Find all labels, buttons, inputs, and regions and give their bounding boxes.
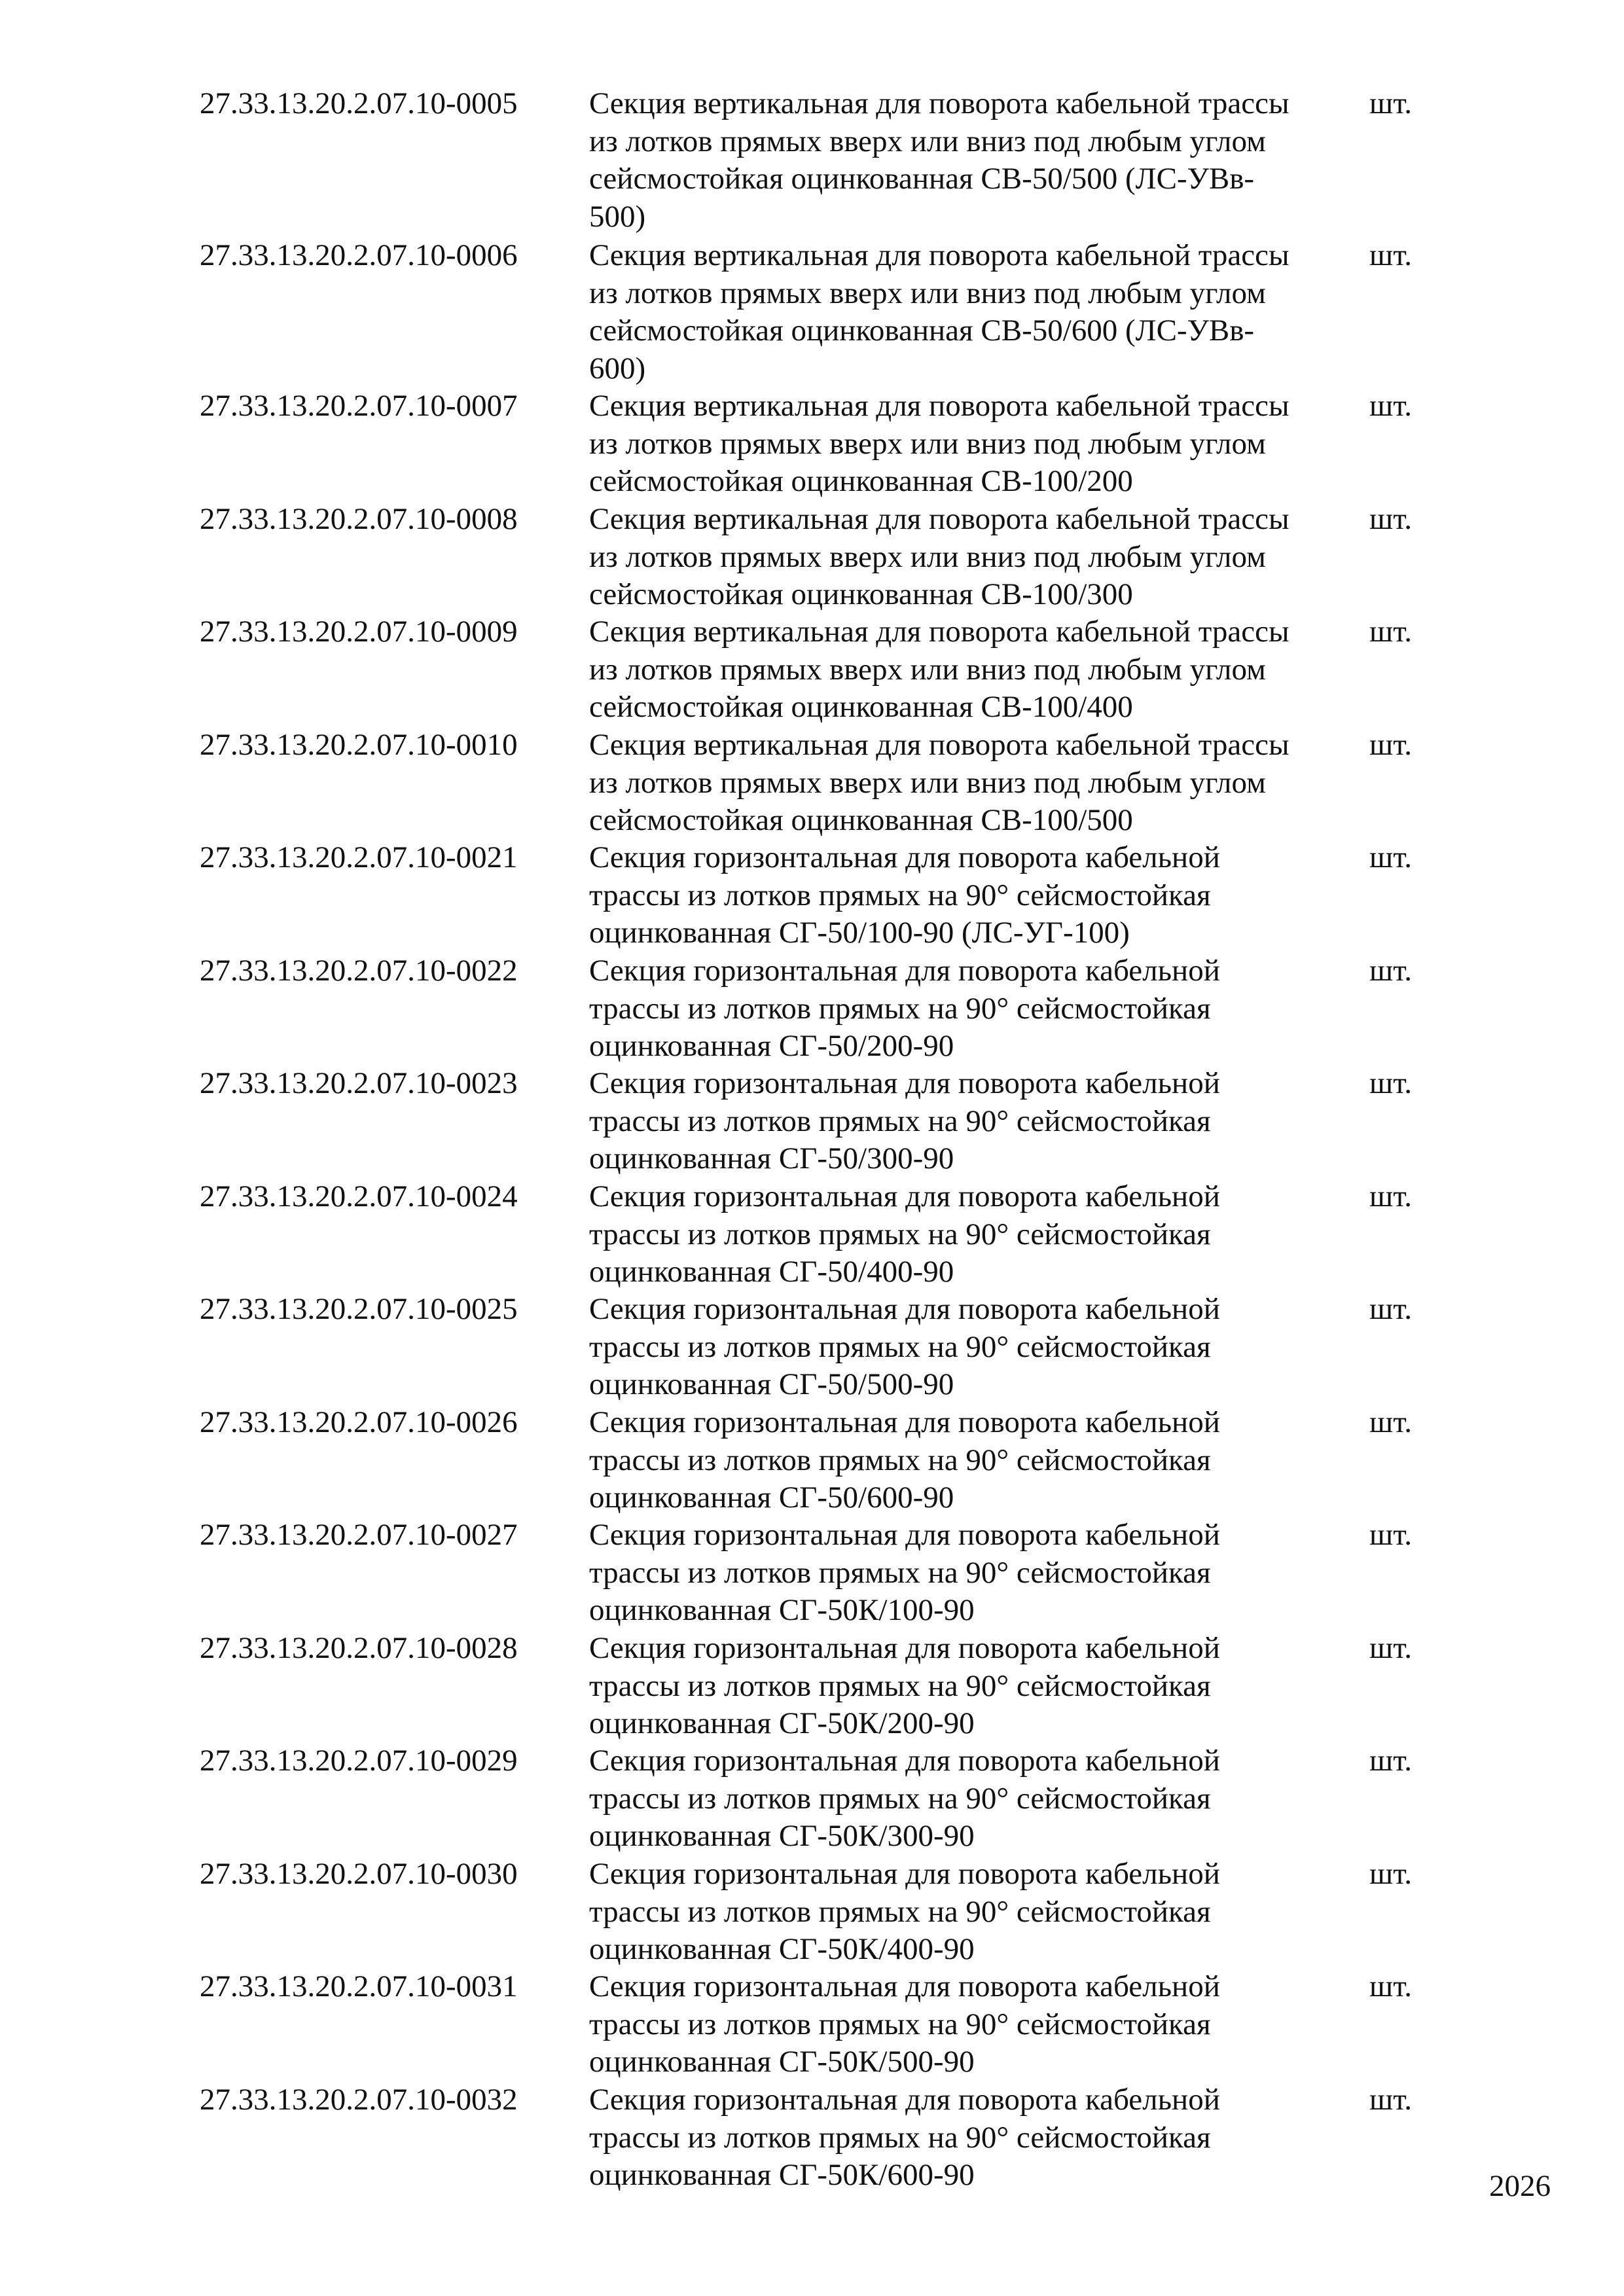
description-line: 500) (589, 199, 646, 234)
description-line: Секция горизонтальная для поворота кабельной (589, 954, 1220, 988)
unit-of-measure: шт. (1369, 1744, 1412, 1778)
item-code: 27.33.13.20.2.07.10-0029 (200, 1744, 518, 1778)
description-line: из лотков прямых вверх или вниз под любым углом (589, 276, 1266, 310)
item-code: 27.33.13.20.2.07.10-0028 (200, 1631, 518, 1665)
item-description (589, 237, 1362, 387)
description-line: Секция горизонтальная для поворота кабельной (589, 1518, 1220, 1552)
item-code: 27.33.13.20.2.07.10-0024 (200, 1179, 518, 1213)
description-line: Секция вертикальная для поворота кабельной трассы (589, 502, 1290, 536)
description-line: трассы из лотков прямых на 90° сейсмостойкая (589, 1668, 1211, 1703)
description-line: оцинкованная СГ-50/200-90 (589, 1029, 954, 1063)
description-line: оцинкованная СГ-50/400-90 (589, 1255, 954, 1289)
description-line: оцинкованная СГ-50К/200-90 (589, 1706, 975, 1740)
item-description (589, 839, 1362, 952)
unit-of-measure: шт. (1369, 728, 1412, 762)
description-line: Секция вертикальная для поворота кабельной трассы (589, 238, 1290, 272)
description-line: оцинкованная СГ-50К/100-90 (589, 1593, 975, 1627)
unit-of-measure: шт. (1369, 2083, 1412, 2117)
item-description (589, 2081, 1362, 2195)
description-line: Секция вертикальная для поворота кабельной трассы (589, 615, 1290, 649)
description-line: оцинкованная СГ-50К/600-90 (589, 2158, 975, 2192)
unit-of-measure: шт. (1369, 1292, 1412, 1326)
description-line: Секция вертикальная для поворота кабельной трассы (589, 389, 1290, 423)
item-code: 27.33.13.20.2.07.10-0005 (200, 86, 518, 120)
item-code: 27.33.13.20.2.07.10-0027 (200, 1518, 518, 1552)
item-description (589, 1856, 1362, 1969)
unit-of-measure: шт. (1369, 86, 1412, 120)
description-line: из лотков прямых вверх или вниз под любым углом (589, 426, 1266, 461)
unit-of-measure: шт. (1369, 1179, 1412, 1213)
description-line: трассы из лотков прямых на 90° сейсмостойкая (589, 878, 1211, 912)
item-code: 27.33.13.20.2.07.10-0006 (200, 238, 518, 272)
item-description (589, 1742, 1362, 1856)
item-code: 27.33.13.20.2.07.10-0008 (200, 502, 518, 536)
unit-of-measure: шт. (1369, 1857, 1412, 1891)
item-description (589, 952, 1362, 1066)
description-line: Секция горизонтальная для поворота кабельной (589, 1179, 1220, 1213)
item-description (589, 613, 1362, 726)
unit-of-measure: шт. (1369, 1066, 1412, 1100)
description-line: сейсмостойкая оцинкованная СВ-100/200 (589, 464, 1133, 498)
description-line: сейсмостойкая оцинкованная СВ-50/500 (ЛС-УВв- (589, 162, 1255, 196)
description-line: сейсмостойкая оцинкованная СВ-50/600 (ЛС-УВв- (589, 314, 1255, 348)
item-description (589, 387, 1362, 501)
description-line: трассы из лотков прямых на 90° сейсмостойкая (589, 2120, 1211, 2155)
unit-of-measure: шт. (1369, 1518, 1412, 1552)
description-line: из лотков прямых вверх или вниз под любым углом (589, 539, 1266, 574)
unit-of-measure: шт. (1369, 389, 1412, 423)
description-line: трассы из лотков прямых на 90° сейсмостойкая (589, 1894, 1211, 1929)
item-description (589, 1178, 1362, 1291)
item-description (589, 501, 1362, 614)
item-code: 27.33.13.20.2.07.10-0032 (200, 2083, 518, 2117)
description-line: трассы из лотков прямых на 90° сейсмостойкая (589, 1217, 1211, 1251)
description-line: Секция горизонтальная для поворота кабельной (589, 840, 1220, 874)
description-line: оцинкованная СГ-50К/300-90 (589, 1819, 975, 1853)
description-line: Секция горизонтальная для поворота кабельной (589, 1744, 1220, 1778)
description-line: оцинкованная СГ-50К/400-90 (589, 1932, 975, 1966)
description-line: Секция вертикальная для поворота кабельной трассы (589, 86, 1290, 120)
description-line: Секция горизонтальная для поворота кабельной (589, 1066, 1220, 1100)
description-line: из лотков прямых вверх или вниз под любым углом (589, 652, 1266, 687)
description-line: оцинкованная СГ-50/100-90 (ЛС-УГ-100) (589, 916, 1130, 950)
description-line: сейсмостойкая оцинкованная СВ-100/400 (589, 690, 1133, 724)
item-code: 27.33.13.20.2.07.10-0030 (200, 1857, 518, 1891)
description-line: трассы из лотков прямых на 90° сейсмостойкая (589, 991, 1211, 1026)
description-line: трассы из лотков прямых на 90° сейсмостойкая (589, 1555, 1211, 1590)
unit-of-measure: шт. (1369, 1405, 1412, 1439)
description-line: Секция вертикальная для поворота кабельной трассы (589, 728, 1290, 762)
item-description (589, 726, 1362, 840)
unit-of-measure: шт. (1369, 840, 1412, 874)
description-line: Секция горизонтальная для поворота кабельной (589, 1292, 1220, 1326)
item-code: 27.33.13.20.2.07.10-0010 (200, 728, 518, 762)
unit-of-measure: шт. (1369, 1631, 1412, 1665)
item-description (589, 1404, 1362, 1517)
description-line: оцинкованная СГ-50/600-90 (589, 1480, 954, 1515)
description-line: сейсмостойкая оцинкованная СВ-100/300 (589, 577, 1133, 611)
unit-of-measure: шт. (1369, 615, 1412, 649)
description-line: трассы из лотков прямых на 90° сейсмостойкая (589, 1329, 1211, 1364)
item-description (589, 85, 1362, 236)
item-code: 27.33.13.20.2.07.10-0025 (200, 1292, 518, 1326)
description-line: трассы из лотков прямых на 90° сейсмостойкая (589, 2007, 1211, 2041)
description-line: оцинкованная СГ-50К/500-90 (589, 2045, 975, 2079)
page-number: 2026 (1489, 2169, 1551, 2203)
description-line: оцинкованная СГ-50/500-90 (589, 1367, 954, 1401)
item-code: 27.33.13.20.2.07.10-0026 (200, 1405, 518, 1439)
description-line: из лотков прямых вверх или вниз под любым углом (589, 765, 1266, 800)
unit-of-measure: шт. (1369, 1969, 1412, 2003)
item-code: 27.33.13.20.2.07.10-0007 (200, 389, 518, 423)
description-line: Секция горизонтальная для поворота кабельной (589, 1857, 1220, 1891)
item-description (589, 1516, 1362, 1630)
item-code: 27.33.13.20.2.07.10-0031 (200, 1969, 518, 2003)
description-line: Секция горизонтальная для поворота кабельной (589, 1405, 1220, 1439)
unit-of-measure: шт. (1369, 238, 1412, 272)
description-line: трассы из лотков прямых на 90° сейсмостойкая (589, 1443, 1211, 1477)
item-code: 27.33.13.20.2.07.10-0023 (200, 1066, 518, 1100)
unit-of-measure: шт. (1369, 954, 1412, 988)
description-line: 600) (589, 351, 646, 386)
item-code: 27.33.13.20.2.07.10-0021 (200, 840, 518, 874)
item-description (589, 1291, 1362, 1404)
unit-of-measure: шт. (1369, 502, 1412, 536)
item-code: 27.33.13.20.2.07.10-0022 (200, 954, 518, 988)
description-line: трассы из лотков прямых на 90° сейсмостойкая (589, 1781, 1211, 1816)
item-description (589, 1968, 1362, 2081)
description-line: сейсмостойкая оцинкованная СВ-100/500 (589, 803, 1133, 837)
description-line: оцинкованная СГ-50/300-90 (589, 1141, 954, 1175)
item-code: 27.33.13.20.2.07.10-0009 (200, 615, 518, 649)
description-line: Секция горизонтальная для поворота кабельной (589, 1631, 1220, 1665)
description-line: из лотков прямых вверх или вниз под любым углом (589, 124, 1266, 158)
item-description (589, 1065, 1362, 1178)
description-line: Секция горизонтальная для поворота кабельной (589, 1969, 1220, 2003)
description-line: трассы из лотков прямых на 90° сейсмостойкая (589, 1103, 1211, 1138)
description-line: Секция горизонтальная для поворота кабельной (589, 2083, 1220, 2117)
item-description (589, 1630, 1362, 1743)
